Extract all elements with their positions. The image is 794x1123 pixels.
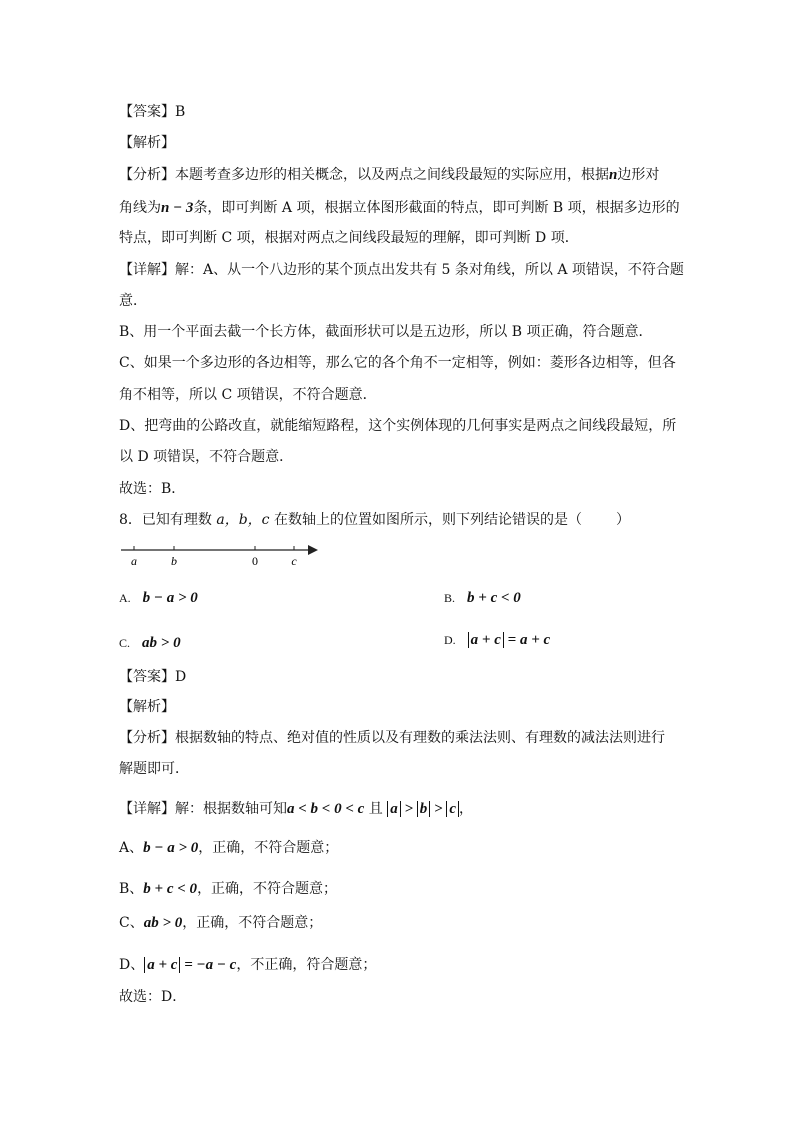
option-expr: ab > 0 — [142, 635, 181, 651]
text: 【详解】解：根据数轴可知 — [119, 801, 287, 817]
q7-detail-line-6: D、把弯曲的公路改直，就能缩短路程，这个实例体现的几何事实是两点之间线段最短，所 — [119, 418, 677, 434]
q7-analysis-line-2 — [119, 198, 680, 218]
q7-detail-line-2: 意． — [119, 293, 147, 309]
text: 8．已知有理数 — [119, 512, 217, 528]
abs-b: b — [417, 801, 431, 817]
q7-detail-line-5: 角不相等，所以 C 项错误，不符合题意． — [119, 387, 377, 403]
text: ， — [459, 801, 474, 817]
expr: = −a − c — [180, 957, 237, 973]
text: 条，即可判断 A 项，根据立体图形截面的特点，即可判断 B 项，根据多边形的 — [193, 200, 680, 216]
label-a: a — [131, 554, 137, 568]
math-n-minus-3: n − 3 — [161, 200, 194, 216]
text: ） — [615, 512, 630, 528]
text: ，正确，不符合题意； — [198, 840, 339, 856]
expr: b − a > 0 — [143, 840, 199, 856]
text: D、 — [119, 957, 145, 973]
q7-analysis-line-3: 特点，即可判断 C 项，根据对两点之间线段最短的理解，即可判断 D 项． — [119, 230, 579, 246]
text: 且 — [364, 801, 388, 817]
q8-detail-intro — [119, 799, 473, 819]
text: C、 — [119, 915, 144, 931]
expr: b + c < 0 — [143, 881, 198, 897]
text: ，不正确，符合题意； — [236, 957, 377, 973]
option-expr: b + c < 0 — [467, 590, 521, 606]
label-0: 0 — [252, 554, 258, 568]
q8-detail-item-d — [119, 955, 376, 975]
q7-detail-line-8: 故选：B． — [119, 481, 186, 497]
number-line — [118, 540, 322, 570]
q8-detail-item-a — [119, 838, 338, 858]
q8-analysis-heading: 【解析】 — [119, 699, 175, 715]
inequality-chain: a < b < 0 < c — [287, 801, 365, 817]
text: ，正确，不符合题意； — [197, 881, 338, 897]
abs-expr: a + c — [144, 957, 180, 973]
option-label: D. — [444, 633, 456, 647]
text: A、 — [119, 840, 144, 856]
q7-analysis-heading: 【解析】 — [119, 135, 175, 151]
math-n: n — [609, 167, 618, 183]
q8-answer: 【答案】D — [119, 669, 187, 685]
option-expr: b − a > 0 — [142, 590, 198, 606]
q8-conclusion: 故选：D． — [119, 989, 187, 1005]
option-label: A. — [119, 591, 131, 605]
text: 角线为 — [119, 200, 161, 216]
text: 边形对 — [617, 167, 660, 183]
abs-c: c — [446, 801, 459, 817]
q8-detail-item-c — [119, 913, 322, 933]
q8-analysis-line-1: 【分析】根据数轴的特点、绝对值的性质以及有理数的乘法法则、有理数的减法法则进行 — [119, 730, 665, 746]
abs-a: a — [387, 801, 401, 817]
text: 在数轴上的位置如图所示，则下列结论错误的是（ — [269, 512, 582, 528]
text: B、 — [119, 881, 144, 897]
stem-variables: a，b，c — [216, 512, 270, 528]
q7-answer: 【答案】B — [119, 104, 186, 120]
expr: ab > 0 — [143, 915, 183, 931]
label-c: c — [291, 554, 297, 568]
q7-analysis-line-1 — [119, 165, 659, 185]
q7-detail-line-7: 以 D 项错误，不符合题意． — [119, 449, 294, 465]
q8-detail-item-b — [119, 879, 337, 899]
q7-detail-line-4: C、如果一个多边形的各边相等，那么它的各个角不一定相等，例如：菱形各边相等，但各 — [119, 355, 676, 371]
option-expr: = a + c — [503, 632, 551, 648]
axis-arrow — [308, 545, 318, 555]
option-b — [444, 588, 521, 608]
q8-analysis-line-2: 解题即可． — [119, 761, 189, 777]
q8-stem — [119, 510, 630, 530]
option-c — [119, 633, 181, 653]
label-b: b — [171, 554, 177, 568]
option-a — [119, 588, 198, 608]
option-label: B. — [444, 591, 456, 605]
option-label: C. — [119, 636, 131, 650]
gt: > — [430, 801, 447, 817]
option-d — [444, 630, 550, 650]
text: 【分析】本题考查多边形的相关概念，以及两点之间线段最短的实际应用，根据 — [119, 167, 609, 183]
q7-detail-line-3: B、用一个平面去截一个长方体，截面形状可以是五边形，所以 B 项正确，符合题意． — [119, 324, 653, 340]
abs-expr: a + c — [468, 632, 504, 648]
text: ，正确，不符合题意； — [182, 915, 323, 931]
gt: > — [400, 801, 417, 817]
q7-detail-line-1: 【详解】解：A、从一个八边形的某个顶点出发共有 5 条对角线，所以 A 项错误，不符合题 — [119, 262, 684, 278]
